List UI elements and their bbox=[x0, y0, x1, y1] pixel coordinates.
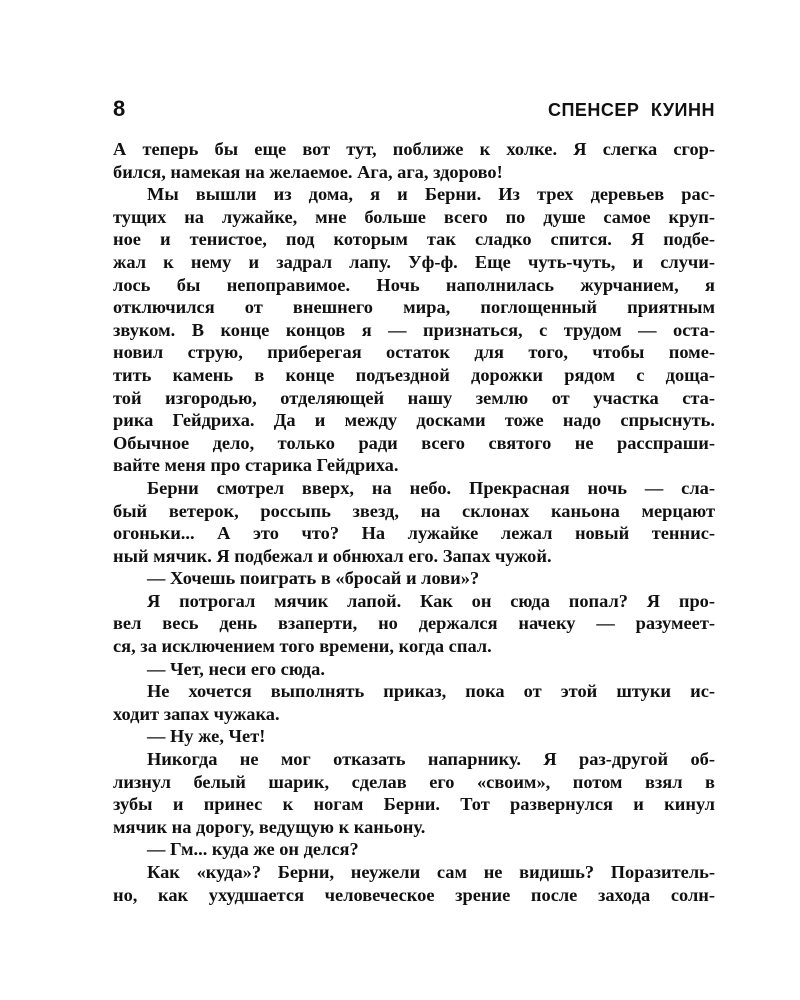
text-line: А теперь бы еще вот тут, поближе к холке. Я слегка сгор- bbox=[113, 139, 715, 159]
text-line: новил струю, приберегая остаток для того, чтобы поме- bbox=[113, 342, 715, 363]
text-line: отключился от внешнего мира, поглощенный приятным bbox=[113, 297, 715, 318]
text-line: ходит запах чужака. bbox=[113, 703, 280, 724]
text-line: Обычное дело, только ради всего святого не расспраши- bbox=[113, 432, 715, 453]
text-line: Не хочется выполнять приказ, пока от этой штуки ис- bbox=[147, 681, 715, 702]
text-line: бый ветерок, россыпь звезд, на склонах каньона мерцают bbox=[113, 500, 715, 521]
text-line: ся, за исключением того времени, когда спал. bbox=[113, 636, 492, 657]
text-line: Как «куда»? Берни, неужели сам не видишь? Поразитель- bbox=[147, 862, 715, 882]
text-line: бился, намекая на желаемое. Ага, ага, здорово! bbox=[113, 161, 503, 182]
text-line: — Чет, неси его сюда. bbox=[147, 658, 325, 679]
page-header bbox=[113, 96, 715, 122]
text-line: жал к нему и задрал лапу. Уф-ф. Еще чуть-чуть, и случи- bbox=[113, 251, 715, 272]
text-line: ный мячик. Я подбежал и обнюхал его. Запах чужой. bbox=[113, 545, 552, 566]
text-line: огоньки... А это что? На лужайке лежал новый теннис- bbox=[113, 523, 715, 544]
text-line: Никогда не мог отказать напарнику. Я раз-другой об- bbox=[147, 749, 715, 770]
text-line: — Ну же, Чет! bbox=[147, 726, 266, 747]
text-line: той изгородью, отделяющей нашу землю от участка ста- bbox=[113, 387, 715, 408]
text-line: Я потрогал мячик лапой. Как он сюда попал? Я про- bbox=[147, 590, 715, 611]
text-line: зубы и принес к ногам Берни. Тот развернулся и кинул bbox=[113, 794, 715, 815]
text-line: тущих на лужайке, мне больше всего по душе самое круп- bbox=[113, 206, 715, 227]
text-line: тить камень в конце подъездной дорожки рядом с доща- bbox=[113, 364, 715, 385]
text-line: ное и тенистое, под которым так сладко спится. Я подбе- bbox=[113, 229, 715, 250]
text-line: Мы вышли из дома, я и Берни. Из трех деревьев рас- bbox=[147, 184, 715, 205]
text-line: вайте меня про старика Гейдриха. bbox=[113, 455, 399, 476]
text-line: лизнул белый шарик, сделав его «своим», потом взял в bbox=[113, 771, 715, 792]
text-line: вел весь день взаперти, но держался начеку — разумеет- bbox=[113, 613, 715, 634]
text-line: рика Гейдриха. Да и между досками тоже надо спрыснуть. bbox=[113, 410, 715, 431]
text-line: Берни смотрел вверх, на небо. Прекрасная ночь — сла- bbox=[147, 477, 715, 498]
text-line: — Хочешь поиграть в «бросай и лови»? bbox=[147, 568, 480, 589]
text-line: звуком. В конце концов я — признаться, с трудом — оста- bbox=[113, 319, 715, 340]
text-line: — Гм... куда же он делся? bbox=[147, 839, 359, 860]
text-line: но, как ухудшается человеческое зрение после захода солн- bbox=[113, 884, 715, 905]
text-line: лось бы непоправимое. Ночь наполнилась журчанием, я bbox=[113, 274, 715, 295]
text-line: мячик на дорогу, ведущую к каньону. bbox=[113, 816, 426, 837]
body-text bbox=[113, 138, 715, 906]
page-number: 8 bbox=[113, 96, 126, 121]
running-head-author: СПЕНСЕР КУИНН bbox=[547, 100, 715, 120]
